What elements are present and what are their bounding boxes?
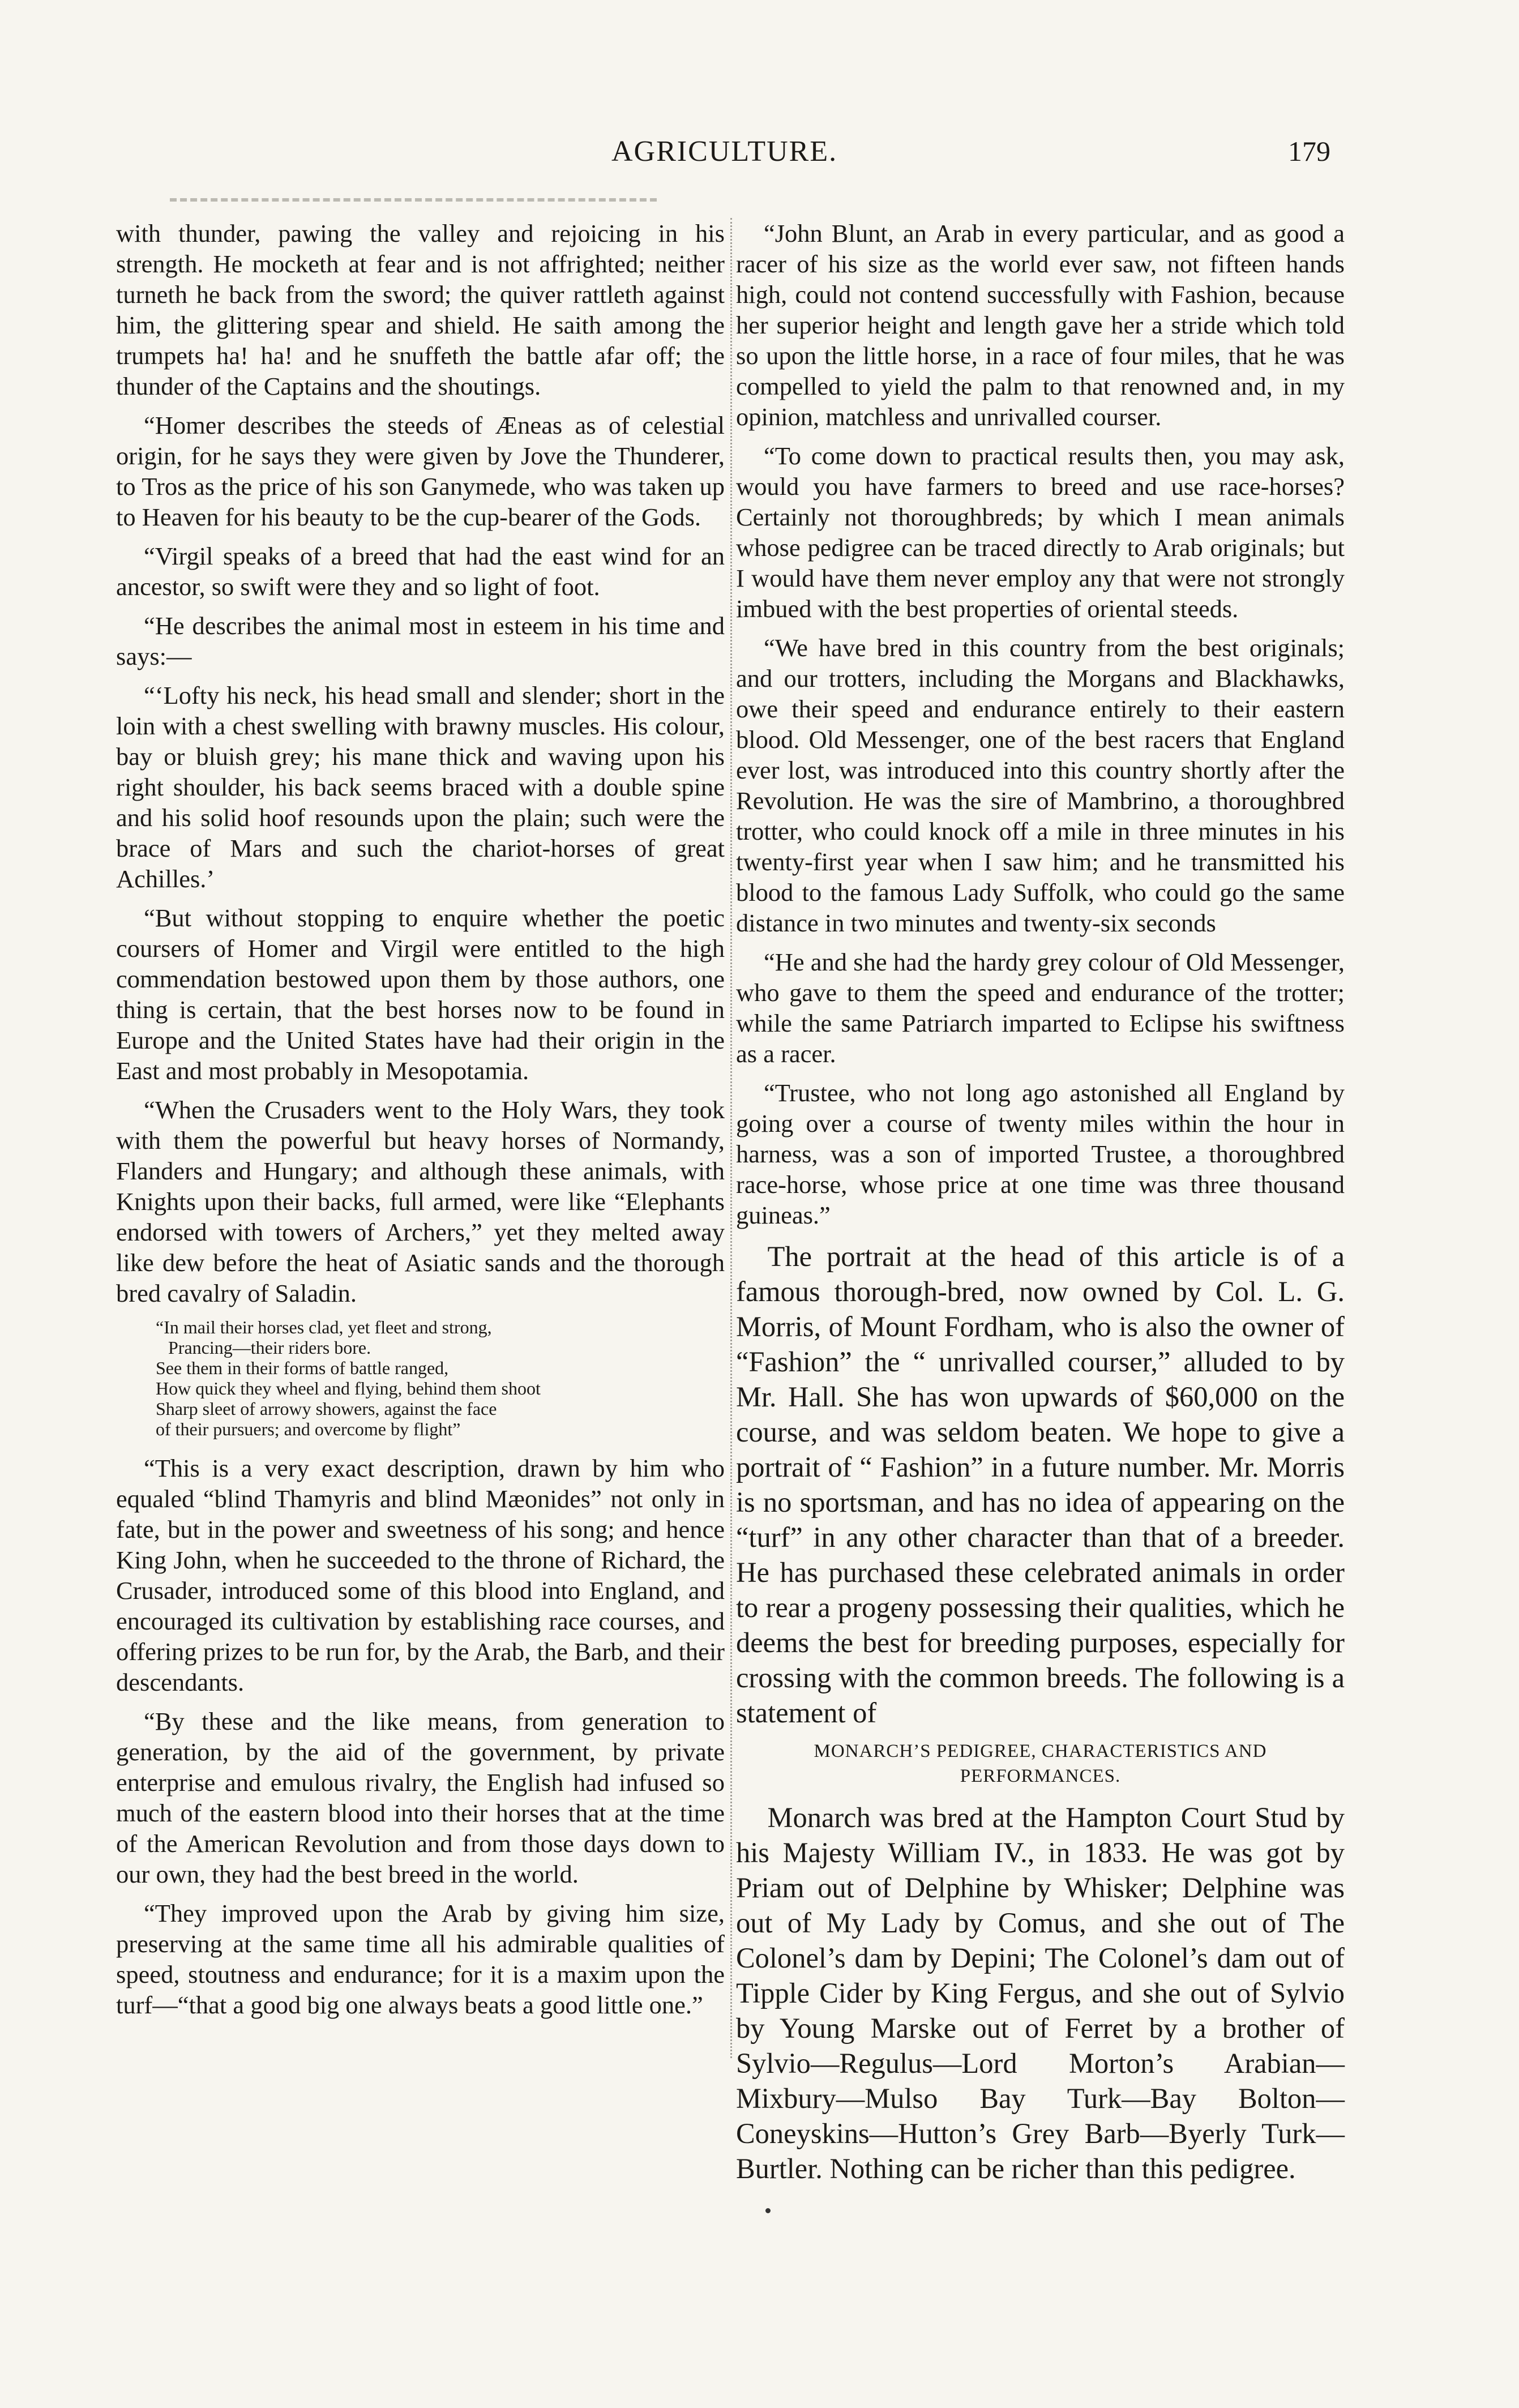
ink-dot (765, 2208, 771, 2213)
paragraph: “By these and the like means, from generation to generation, by the aid of the government, by private enterprise and emulous rivalry, the English had infused so much of the eastern blood into their horses that at the time of the American Revolution and from those days down to our own, they had the best breed in the world. (116, 1707, 725, 1888)
pedigree-paragraph: Monarch was bred at the Hampton Court Stud by his Majesty William IV., in 1833. He was got by Priam out of Delphine by Whisker; Delphine was out of My Lady by Comus, and she out of The Colonel’s dam by Depini; The Colonel’s dam out of Tipple Cider by King Fergus, and she out of Sylvio by Young Marske out of Ferret by a brother of Sylvio—Regulus—Lord Morton’s Arabian—Mixbury—Mulso Bay Turk—Bay Bolton—Coneyskins—Hutton’s Grey Barb—Byerly Turk—Burtler. Nothing can be richer than this pedigree. (736, 1802, 1345, 2184)
verse-line: See them in their forms of battle ranged, (156, 1358, 449, 1378)
verse-line: Prancing—their riders bore. (168, 1337, 371, 1358)
paragraph: “Trustee, who not long ago astonished all England by going over a course of twenty miles within the hour in harness, was a son of imported Trustee, a thoroughbred race-horse, whose price at one time was three thousand guineas.” (736, 1079, 1345, 1229)
verse-quotation (116, 1317, 725, 1439)
paragraph: “John Blunt, an Arab in every particular, and as good a racer of his size as the world ever saw, not fifteen hands high, could not contend successfully with Fashion, because her superior height and length gave her a stride which told so upon the little horse, in a race of four miles, that he was compelled to yield the palm to that renowned and, in my opinion, matchless and unrivalled courser. (736, 219, 1345, 431)
paragraph: “To come down to practical results then, you may ask, would you have farmers to breed and use race-horses? Certainly not thoroughbreds; by which I mean animals whose pedigree can be traced directly to Arab originals; but I would have them never employ any that were not strongly imbued with the best properties of oriental steeds. (736, 442, 1345, 623)
header-rule (170, 198, 657, 206)
verse-line: of their pursuers; and overcome by flight” (156, 1419, 461, 1439)
verse-line: “In mail their horses clad, yet fleet and strong, (156, 1317, 492, 1337)
paragraph: “He describes the animal most in esteem in his time and says:— (116, 611, 725, 670)
right-column (736, 218, 1345, 2195)
left-column (116, 218, 725, 2029)
running-head: AGRICULTURE. (611, 135, 838, 168)
column-divider (730, 218, 732, 2058)
paragraph: “This is a very exact description, drawn by him who equaled “blind Thamyris and blind Mæonides” not only in fate, but in the power and sweetness of his song; and hence King John, when he succeeded to the throne of Richard, the Crusader, introduced some of this blood into England, and encouraged its cultivation by establishing race courses, and offering prizes to be run for, by the Arab, the Barb, and their descendants. (116, 1454, 725, 1696)
paragraph: “Virgil speaks of a breed that had the east wind for an ancestor, so swift were they and so light of foot. (116, 542, 725, 601)
paragraph: “Homer describes the steeds of Æneas as of celestial origin, for he says they were given by Jove the Thunderer, to Tros as the price of his son Ganymede, who was taken up to Heaven for his beauty to be the cup-bearer of the Gods. (116, 411, 725, 531)
paragraph: “They improved upon the Arab by giving him size, preserving at the same time all his admirable qualities of speed, stoutness and endurance; for it is a maxim upon the turf—“that a good big one always beats a good little one.” (116, 1899, 725, 2019)
paragraph: “When the Crusaders went to the Holy Wars, they took with them the powerful but heavy horses of Normandy, Flanders and Hungary; and although these animals, with Knights upon their backs, full armed, were like “Elephants endorsed with towers of Archers,” yet they melted away like dew before the heat of Asiatic sands and the thorough bred cavalry of Saladin. (116, 1096, 725, 1307)
verse-line: Sharp sleet of arrowy showers, against the face (156, 1398, 497, 1419)
paragraph: “‘Lofty his neck, his head small and slender; short in the loin with a chest swelling with brawny muscles. His colour, bay or bluish grey; his mane thick and waving upon his right shoulder, his back seems braced with a double spine and his solid hoof resounds upon the plain; such were the brace of Mars and such the chariot-horses of great Achilles.’ (116, 681, 725, 893)
paragraph: with thunder, pawing the valley and rejoicing in his strength. He mocketh at fear and is not affrighted; neither turneth he back from the sword; the quiver rattleth against him, the glittering spear and shield. He saith among the trumpets ha! ha! and he snuffeth the battle afar off; the thunder of the Captains and the shoutings. (116, 219, 725, 400)
verse-line: How quick they wheel and flying, behind them shoot (156, 1378, 541, 1398)
paragraph: “We have bred in this country from the best originals; and our trotters, including the Morgans and Blackhawks, owe their speed and endurance entirely to their eastern blood. Old Messenger, one of the best racers that England ever lost, was introduced into this country shortly after the Revolution. He was the sire of Mambrino, a thoroughbred trotter, who could knock off a mile in three minutes in his twenty-first year when I saw him; and he transmitted his blood to the famous Lady Suffolk, who could go the same distance in two minutes and twenty-six seconds (736, 634, 1345, 937)
paragraph: “He and she had the hardy grey colour of Old Messenger, who gave to them the speed and endurance of the trotter; while the same Patriarch imparted to Eclipse his swiftness as a racer. (736, 948, 1345, 1068)
paragraph: “But without stopping to enquire whether the poetic coursers of Homer and Virgil were entitled to the high commendation bestowed upon them by those authors, one thing is certain, that the best horses now to be found in Europe and the United States have had their origin in the East and most probably in Mesopotamia. (116, 904, 725, 1085)
editorial-paragraph: The portrait at the head of this article is of a famous thorough-bred, now owned by Col. L. G. Morris, of Mount Fordham, who is also the owner of “Fashion” the “ unrivalled courser,” alluded to by Mr. Hall. She has won upwards of $60,000 on the course, and was seldom beaten. We hope to give a portrait of “ Fashion” in a future number. Mr. Morris is no sportsman, and has no idea of appearing on the “turf” in any other character than that of a breeder. He has purchased these celebrated animals in order to rear a progeny possessing their qualities, which he deems the best for breeding purposes, especially for crossing with the common breeds. The following is a statement of (736, 1241, 1345, 1729)
section-heading: MONARCH’S PEDIGREE, CHARACTERISTICS AND PERFORMANCES. (814, 1741, 1267, 1786)
page-number: 179 (1288, 135, 1330, 167)
